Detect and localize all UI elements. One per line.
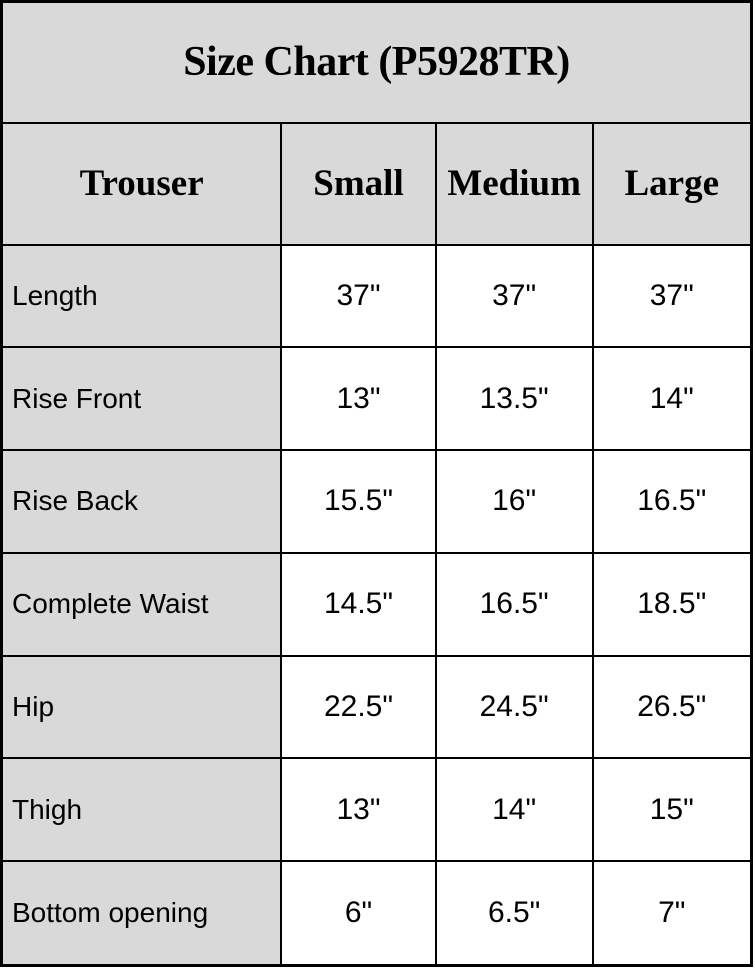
row-label-length: Length (2, 245, 282, 348)
table-row (2, 861, 752, 965)
cell-complete-waist-small: 14.5" (281, 553, 436, 656)
cell-thigh-medium: 14" (436, 758, 593, 861)
cell-rise-back-large: 16.5" (593, 450, 752, 553)
row-label-thigh: Thigh (2, 758, 282, 861)
cell-thigh-large: 15" (593, 758, 752, 861)
cell-length-medium: 37" (436, 245, 593, 348)
table-row (2, 347, 752, 450)
column-header-trouser: Trouser (2, 123, 282, 245)
title-row (2, 2, 752, 123)
cell-length-small: 37" (281, 245, 436, 348)
row-label-rise-back: Rise Back (2, 450, 282, 553)
row-label-bottom-opening: Bottom opening (2, 861, 282, 965)
column-header-large: Large (593, 123, 752, 245)
cell-length-large: 37" (593, 245, 752, 348)
table-row (2, 758, 752, 861)
cell-bottom-opening-medium: 6.5" (436, 861, 593, 965)
cell-complete-waist-medium: 16.5" (436, 553, 593, 656)
row-label-complete-waist: Complete Waist (2, 553, 282, 656)
cell-hip-small: 22.5" (281, 656, 436, 759)
cell-complete-waist-large: 18.5" (593, 553, 752, 656)
cell-rise-front-medium: 13.5" (436, 347, 593, 450)
table-row (2, 553, 752, 656)
cell-bottom-opening-small: 6" (281, 861, 436, 965)
table-row (2, 450, 752, 553)
cell-hip-large: 26.5" (593, 656, 752, 759)
cell-rise-front-large: 14" (593, 347, 752, 450)
cell-rise-back-medium: 16" (436, 450, 593, 553)
header-row (2, 123, 752, 245)
cell-bottom-opening-large: 7" (593, 861, 752, 965)
table-row (2, 245, 752, 348)
cell-hip-medium: 24.5" (436, 656, 593, 759)
cell-thigh-small: 13" (281, 758, 436, 861)
row-label-hip: Hip (2, 656, 282, 759)
column-header-small: Small (281, 123, 436, 245)
column-header-medium: Medium (436, 123, 593, 245)
cell-rise-front-small: 13" (281, 347, 436, 450)
row-label-rise-front: Rise Front (2, 347, 282, 450)
table-row (2, 656, 752, 759)
cell-rise-back-small: 15.5" (281, 450, 436, 553)
page-title: Size Chart (P5928TR) (2, 2, 752, 123)
